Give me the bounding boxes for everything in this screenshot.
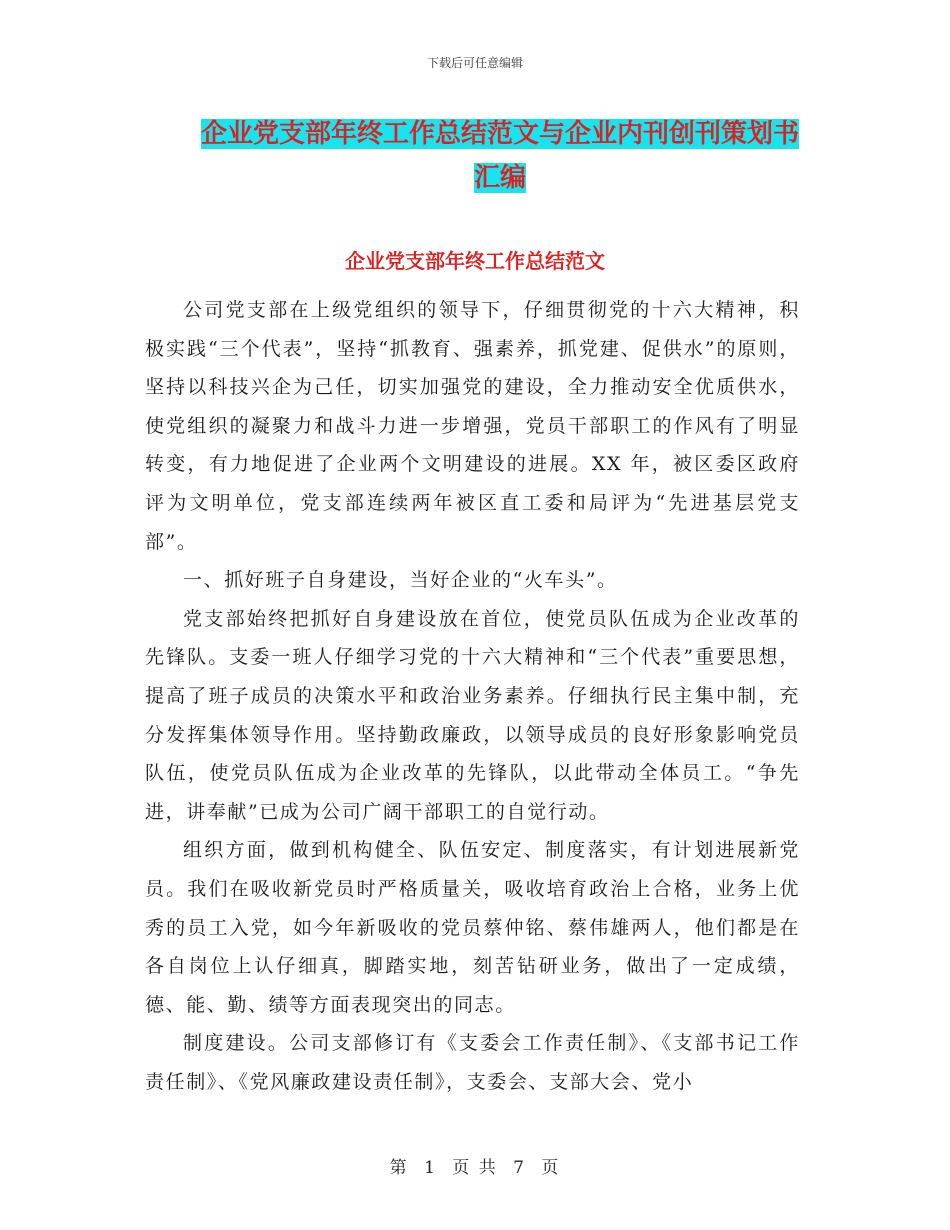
header-note: 下载后可任意编辑 [426,56,523,70]
page-number: 1 [424,1158,437,1178]
paragraph-heading-1: 一、抓好班子自身建设，当好企业的“火车头”。 [183,569,618,592]
paragraph-intro: 公司党支部在上级党组织的领导下，仔细贯彻党的十六大精神，积极实践“三个代表”，坚持“抓教育、强素养，抓党建、促供水”的原则，坚持以科技兴企为己任，切实加强党的建设，全力推动安全优质供水，使党组织的凝聚力和战斗力进一步增强，党员干部职工的作风有了明显转变，有力地促进了企业两个文明建设的进展。XX 年，被区委区政府评为文明单位，党支部连续两年被区直工委和局评为“先进基层党支部”。 [145,299,800,553]
body-text [145,291,800,1101]
section-title: 企业党支部年终工作总结范文 [345,249,605,273]
footer-prefix: 第 [389,1158,409,1178]
page-footer [0,1153,950,1178]
paragraph-system-building: 制度建设。公司支部修订有《支委会工作责任制》、《支部书记工作责任制》、《党风廉政建设责任制》，支委会、支部大会、党小 [145,1032,800,1093]
paragraph-organization: 组织方面，做到机构健全、队伍安定、制度落实，有计划进展新党员。我们在吸收新党员时严格质量关，吸收培育政治上合格，业务上优秀的员工入党，如今年新吸收的党员蔡仲铭、蔡伟雄两人，他们都是在各自岗位上认仔细真，脚踏实地，刻苦钻研业务，做出了一定成绩，德、能、勤、绩等方面表现突出的同志。 [145,839,800,1016]
total-pages: 7 [513,1158,526,1178]
footer-middle: 页 共 [452,1158,498,1178]
document-title [195,112,805,200]
document-title-line-2: 汇编 [473,163,526,193]
footer-suffix: 页 [541,1158,561,1178]
document-title-line-1: 企业党支部年终工作总结范文与企业内刊创刊策划书 [200,119,799,149]
paragraph-team-building: 党支部始终把抓好自身建设放在首位，使党员队伍成为企业改革的先锋队。支委一班人仔细学习党的十六大精神和“三个代表”重要思想，提高了班子成员的决策水平和政治业务素养。仔细执行民主集中制，充分发挥集体领导作用。坚持勤政廉政，以领导成员的良好形象影响党员队伍，使党员队伍成为企业改革的先锋队，以此带动全体员工。“争先进，讲奉献”已成为公司广阔干部职工的自觉行动。 [145,607,800,823]
